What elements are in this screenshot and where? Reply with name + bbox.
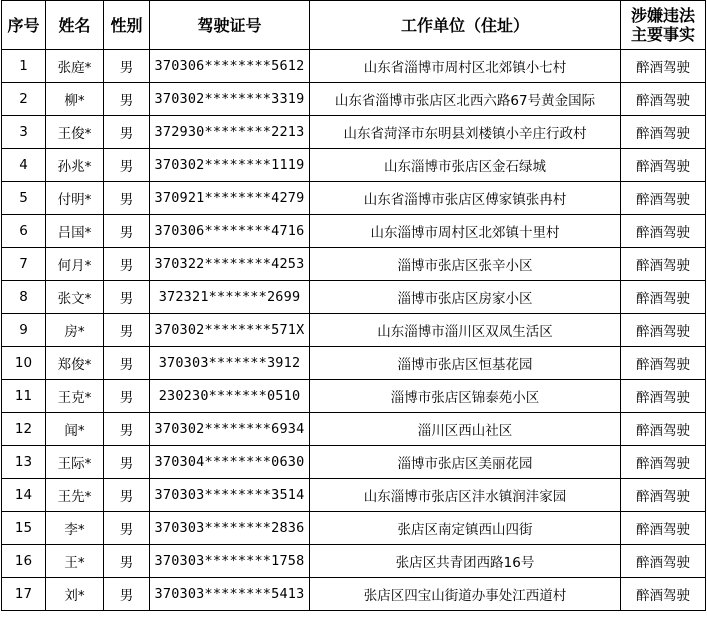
table-row bbox=[2, 347, 706, 380]
license-cell: 370302********1119 bbox=[150, 149, 310, 182]
table-body bbox=[2, 50, 706, 611]
facts-cell: 醉酒驾驶 bbox=[621, 413, 706, 446]
gender-cell: 男 bbox=[104, 545, 150, 578]
workplace-cell: 淄博市张店区锦泰苑小区 bbox=[310, 380, 621, 413]
facts-cell: 醉酒驾驶 bbox=[621, 512, 706, 545]
header-facts bbox=[621, 1, 706, 50]
violator-table bbox=[1, 0, 706, 611]
license-cell: 370303********3514 bbox=[150, 479, 310, 512]
gender-cell: 男 bbox=[104, 182, 150, 215]
table-row bbox=[2, 116, 706, 149]
gender-cell: 男 bbox=[104, 446, 150, 479]
workplace-cell: 山东省菏泽市东明县刘楼镇小辛庄行政村 bbox=[310, 116, 621, 149]
license-cell: 370304********0630 bbox=[150, 446, 310, 479]
facts-cell: 醉酒驾驶 bbox=[621, 347, 706, 380]
table-row bbox=[2, 545, 706, 578]
name-cell: 王先* bbox=[46, 479, 104, 512]
table-row bbox=[2, 479, 706, 512]
table-row bbox=[2, 281, 706, 314]
seq-cell: 14 bbox=[2, 479, 46, 512]
workplace-cell: 淄博市张店区张辛小区 bbox=[310, 248, 621, 281]
facts-cell: 醉酒驾驶 bbox=[621, 446, 706, 479]
gender-cell: 男 bbox=[104, 413, 150, 446]
license-cell: 370921********4279 bbox=[150, 182, 310, 215]
table-row bbox=[2, 83, 706, 116]
workplace-cell: 淄博市张店区美丽花园 bbox=[310, 446, 621, 479]
license-cell: 370302********3319 bbox=[150, 83, 310, 116]
name-cell: 何月* bbox=[46, 248, 104, 281]
table-row bbox=[2, 50, 706, 83]
facts-cell: 醉酒驾驶 bbox=[621, 215, 706, 248]
table-row bbox=[2, 182, 706, 215]
header-facts-line1: 涉嫌违法 bbox=[630, 6, 695, 25]
license-cell: 230230*******0510 bbox=[150, 380, 310, 413]
workplace-cell: 山东淄博市周村区北郊镇十里村 bbox=[310, 215, 621, 248]
seq-cell: 5 bbox=[2, 182, 46, 215]
gender-cell: 男 bbox=[104, 149, 150, 182]
facts-cell: 醉酒驾驶 bbox=[621, 182, 706, 215]
table-row bbox=[2, 380, 706, 413]
header-license: 驾驶证号 bbox=[150, 1, 310, 50]
workplace-cell: 张店区四宝山街道办事处江西道村 bbox=[310, 578, 621, 611]
gender-cell: 男 bbox=[104, 479, 150, 512]
name-cell: 闻* bbox=[46, 413, 104, 446]
license-cell: 372930********2213 bbox=[150, 116, 310, 149]
seq-cell: 17 bbox=[2, 578, 46, 611]
name-cell: 李* bbox=[46, 512, 104, 545]
workplace-cell: 山东淄博市张店区沣水镇润沣家园 bbox=[310, 479, 621, 512]
workplace-cell: 山东淄博市淄川区双凤生活区 bbox=[310, 314, 621, 347]
header-row bbox=[2, 1, 706, 50]
license-cell: 370303********1758 bbox=[150, 545, 310, 578]
facts-cell: 醉酒驾驶 bbox=[621, 578, 706, 611]
license-cell: 370303*******3912 bbox=[150, 347, 310, 380]
table-row bbox=[2, 149, 706, 182]
name-cell: 刘* bbox=[46, 578, 104, 611]
table-row bbox=[2, 512, 706, 545]
license-cell: 370302********6934 bbox=[150, 413, 310, 446]
name-cell: 孙兆* bbox=[46, 149, 104, 182]
table-row bbox=[2, 215, 706, 248]
seq-cell: 7 bbox=[2, 248, 46, 281]
seq-cell: 15 bbox=[2, 512, 46, 545]
facts-cell: 醉酒驾驶 bbox=[621, 281, 706, 314]
gender-cell: 男 bbox=[104, 314, 150, 347]
facts-cell: 醉酒驾驶 bbox=[621, 149, 706, 182]
name-cell: 王际* bbox=[46, 446, 104, 479]
name-cell: 房* bbox=[46, 314, 104, 347]
gender-cell: 男 bbox=[104, 50, 150, 83]
workplace-cell: 山东省淄博市周村区北郊镇小七村 bbox=[310, 50, 621, 83]
gender-cell: 男 bbox=[104, 83, 150, 116]
seq-cell: 10 bbox=[2, 347, 46, 380]
header-name: 姓名 bbox=[46, 1, 104, 50]
table-row bbox=[2, 248, 706, 281]
name-cell: 王俊* bbox=[46, 116, 104, 149]
name-cell: 吕国* bbox=[46, 215, 104, 248]
name-cell: 张文* bbox=[46, 281, 104, 314]
facts-cell: 醉酒驾驶 bbox=[621, 116, 706, 149]
facts-cell: 醉酒驾驶 bbox=[621, 314, 706, 347]
gender-cell: 男 bbox=[104, 347, 150, 380]
license-cell: 370306********4716 bbox=[150, 215, 310, 248]
gender-cell: 男 bbox=[104, 215, 150, 248]
name-cell: 柳* bbox=[46, 83, 104, 116]
seq-cell: 8 bbox=[2, 281, 46, 314]
table-row bbox=[2, 578, 706, 611]
license-cell: 370306********5612 bbox=[150, 50, 310, 83]
facts-cell: 醉酒驾驶 bbox=[621, 248, 706, 281]
seq-cell: 3 bbox=[2, 116, 46, 149]
workplace-cell: 淄博市张店区房家小区 bbox=[310, 281, 621, 314]
facts-cell: 醉酒驾驶 bbox=[621, 380, 706, 413]
gender-cell: 男 bbox=[104, 281, 150, 314]
workplace-cell: 淄博市张店区恒基花园 bbox=[310, 347, 621, 380]
table-row bbox=[2, 446, 706, 479]
facts-cell: 醉酒驾驶 bbox=[621, 50, 706, 83]
workplace-cell: 山东省淄博市张店区北西六路67号黄金国际 bbox=[310, 83, 621, 116]
header-workplace: 工作单位（住址） bbox=[310, 1, 621, 50]
seq-cell: 4 bbox=[2, 149, 46, 182]
seq-cell: 1 bbox=[2, 50, 46, 83]
name-cell: 付明* bbox=[46, 182, 104, 215]
license-cell: 370322********4253 bbox=[150, 248, 310, 281]
name-cell: 张庭* bbox=[46, 50, 104, 83]
gender-cell: 男 bbox=[104, 116, 150, 149]
name-cell: 郑俊* bbox=[46, 347, 104, 380]
workplace-cell: 淄川区西山社区 bbox=[310, 413, 621, 446]
table-row bbox=[2, 314, 706, 347]
seq-cell: 11 bbox=[2, 380, 46, 413]
name-cell: 王克* bbox=[46, 380, 104, 413]
facts-cell: 醉酒驾驶 bbox=[621, 545, 706, 578]
gender-cell: 男 bbox=[104, 248, 150, 281]
license-cell: 372321*******2699 bbox=[150, 281, 310, 314]
workplace-cell: 张店区共青团西路16号 bbox=[310, 545, 621, 578]
seq-cell: 13 bbox=[2, 446, 46, 479]
gender-cell: 男 bbox=[104, 380, 150, 413]
gender-cell: 男 bbox=[104, 512, 150, 545]
seq-cell: 9 bbox=[2, 314, 46, 347]
header-gender: 性别 bbox=[104, 1, 150, 50]
header-seq: 序号 bbox=[2, 1, 46, 50]
workplace-cell: 山东省淄博市张店区傅家镇张冉村 bbox=[310, 182, 621, 215]
seq-cell: 6 bbox=[2, 215, 46, 248]
license-cell: 370302********571X bbox=[150, 314, 310, 347]
seq-cell: 2 bbox=[2, 83, 46, 116]
facts-cell: 醉酒驾驶 bbox=[621, 83, 706, 116]
facts-cell: 醉酒驾驶 bbox=[621, 479, 706, 512]
header-facts-line2: 主要事实 bbox=[630, 25, 695, 44]
license-cell: 370303********5413 bbox=[150, 578, 310, 611]
license-cell: 370303********2836 bbox=[150, 512, 310, 545]
table-row bbox=[2, 413, 706, 446]
workplace-cell: 山东淄博市张店区金石绿城 bbox=[310, 149, 621, 182]
seq-cell: 12 bbox=[2, 413, 46, 446]
workplace-cell: 张店区南定镇西山四街 bbox=[310, 512, 621, 545]
name-cell: 王* bbox=[46, 545, 104, 578]
gender-cell: 男 bbox=[104, 578, 150, 611]
seq-cell: 16 bbox=[2, 545, 46, 578]
